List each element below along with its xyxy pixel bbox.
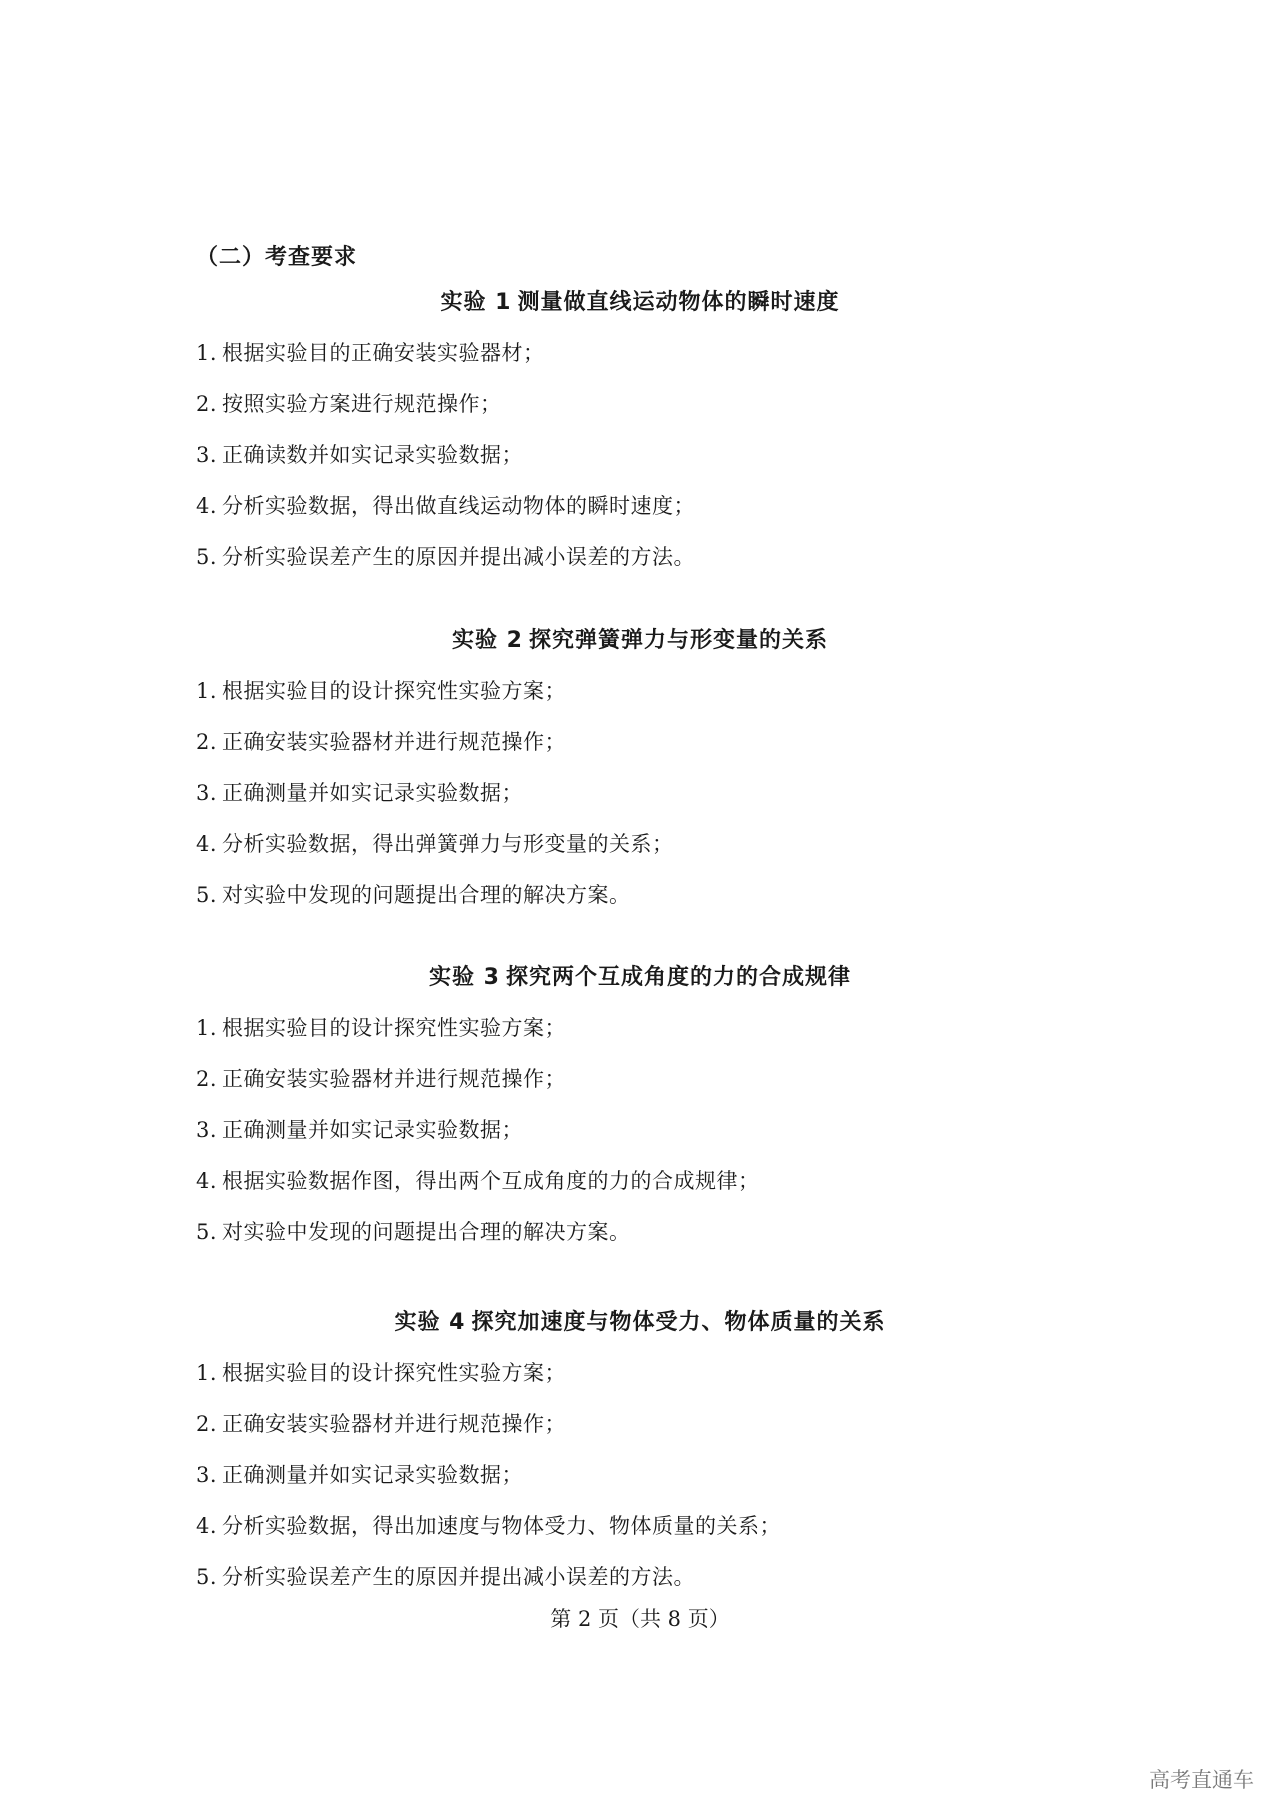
item-text: 根据实验目的设计探究性实验方案； [222,679,566,703]
experiment-3-item-2 [196,1063,566,1093]
experiment-2-title [0,623,1280,654]
experiment-4-item-1 [196,1357,566,1387]
item-number: 2. [196,730,218,754]
experiment-3-name: 探究两个互成角度的力的合成规律 [505,965,851,990]
item-number: 4. [196,1514,218,1538]
experiment-3-item-4 [196,1165,760,1195]
experiment-4-item-2 [196,1408,566,1438]
experiment-1-item-3 [196,439,523,469]
item-text: 对实验中发现的问题提出合理的解决方案。 [222,1220,631,1244]
item-number: 1. [196,679,218,703]
item-text: 正确测量并如实记录实验数据； [222,781,523,805]
item-number: 5. [196,883,218,907]
item-text: 根据实验目的正确安装实验器材； [222,341,545,365]
item-text: 根据实验数据作图，得出两个互成角度的力的合成规律； [222,1169,760,1193]
experiment-2-item-5 [196,879,631,909]
experiment-3-item-1 [196,1012,566,1042]
item-text: 根据实验目的设计探究性实验方案； [222,1361,566,1385]
item-number: 1. [196,1361,218,1385]
experiment-4-number: 实验 4 [394,1310,466,1335]
experiment-2-item-3 [196,777,523,807]
item-number: 3. [196,1118,218,1142]
item-number: 4. [196,1169,218,1193]
experiment-1-item-1 [196,337,545,367]
item-number: 3. [196,443,218,467]
item-text: 分析实验误差产生的原因并提出减小误差的方法。 [222,1565,695,1589]
item-number: 5. [196,545,218,569]
item-number: 3. [196,1463,218,1487]
experiment-3-number: 实验 3 [429,965,500,990]
experiment-1-item-4 [196,490,695,520]
item-text: 分析实验误差产生的原因并提出减小误差的方法。 [222,545,695,569]
experiment-2-name: 探究弹簧弹力与形变量的关系 [528,628,828,653]
item-text: 分析实验数据，得出做直线运动物体的瞬时速度； [222,494,695,518]
item-number: 1. [196,341,218,365]
experiment-1-item-2 [196,388,502,418]
item-number: 5. [196,1220,218,1244]
item-text: 正确安装实验器材并进行规范操作； [222,1067,566,1091]
item-text: 正确测量并如实记录实验数据； [222,1118,523,1142]
page-number-footer: 第 2 页（共 8 页） [550,1607,730,1631]
experiment-2-item-4 [196,828,674,858]
item-text: 正确安装实验器材并进行规范操作； [222,1412,566,1436]
section-heading: （二）考查要求 [196,245,358,270]
item-number: 5. [196,1565,218,1589]
experiment-4-item-3 [196,1459,523,1489]
experiment-2-item-1 [196,675,566,705]
item-text: 正确读数并如实记录实验数据； [222,443,523,467]
item-number: 1. [196,1016,218,1040]
item-number: 4. [196,494,218,518]
experiment-3-item-5 [196,1216,631,1246]
item-number: 3. [196,781,218,805]
experiment-4-item-5 [196,1561,695,1591]
item-text: 正确安装实验器材并进行规范操作； [222,730,566,754]
experiment-4-name: 探究加速度与物体受力、物体质量的关系 [471,1310,886,1335]
item-text: 根据实验目的设计探究性实验方案； [222,1016,566,1040]
experiment-3-item-3 [196,1114,523,1144]
item-text: 分析实验数据，得出加速度与物体受力、物体质量的关系； [222,1514,781,1538]
watermark: 高考直通车 [1149,1768,1254,1792]
item-number: 2. [196,1412,218,1436]
item-text: 正确测量并如实记录实验数据； [222,1463,523,1487]
experiment-4-item-4 [196,1510,781,1540]
item-number: 4. [196,832,218,856]
experiment-1-item-5 [196,541,695,571]
item-number: 2. [196,1067,218,1091]
item-text: 分析实验数据，得出弹簧弹力与形变量的关系； [222,832,674,856]
experiment-3-title [0,960,1280,991]
experiment-1-title [0,285,1280,316]
experiment-1-name: 测量做直线运动物体的瞬时速度 [517,290,840,315]
experiment-4-title [0,1305,1280,1336]
item-text: 按照实验方案进行规范操作； [222,392,502,416]
experiment-2-item-2 [196,726,566,756]
experiment-1-number: 实验 1 [440,290,512,315]
experiment-2-number: 实验 2 [452,628,523,653]
item-number: 2. [196,392,218,416]
item-text: 对实验中发现的问题提出合理的解决方案。 [222,883,631,907]
